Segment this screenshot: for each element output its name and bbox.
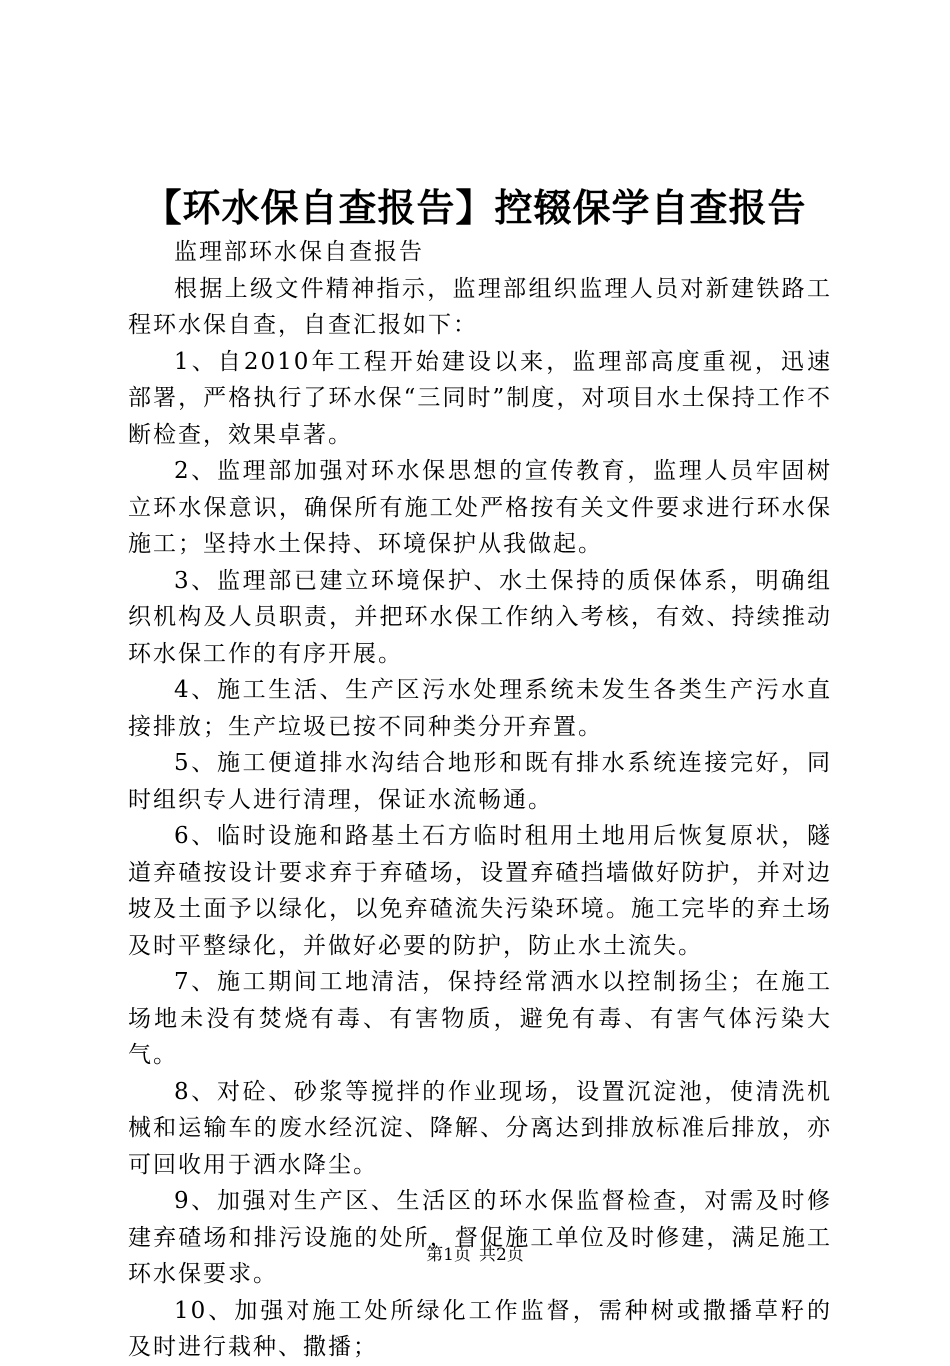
paragraph-item-7: 7、施工期间工地清洁，保持经常洒水以控制扬尘；在施工场地未没有焚烧有毒、有害物质，避免有毒、有害气体污染大气。: [128, 969, 832, 1068]
paragraph-subtitle: 监理部环水保自查报告: [174, 239, 424, 265]
paragraph-intro: 根据上级文件精神指示，监理部组织监理人员对新建铁路工程环水保自查，自查汇报如下：: [128, 275, 832, 338]
paragraph-item-4: 4、施工生活、生产区污水处理系统未发生各类生产污水直接排放；生产垃圾已按不同种类分开弃置。: [128, 677, 832, 740]
page-footer: [0, 1243, 950, 1267]
document-title: 【环水保自查报告】控辍保学自查报告: [143, 185, 807, 230]
paragraph-item-6: 6、临时设施和路基土石方临时租用土地用后恢复原状，隧道弃碴按设计要求弃于弃碴场，设置弃碴挡墙做好防护，并对边坡及土面予以绿化，以免弃碴流失污染环境。施工完毕的弃土场及时平整绿化，并做好必要的防护，防止水土流失。: [128, 823, 832, 959]
paragraph-item-9: 9、加强对生产区、生活区的环水保监督检查，对需及时修建弃碴场和排污设施的处所，督促施工单位及时修建，满足施工环水保要求。: [128, 1188, 832, 1287]
paragraph-item-3: 3、监理部已建立环境保护、水土保持的质保体系，明确组织机构及人员职责，并把环水保工作纳入考核，有效、持续推动环水保工作的有序开展。: [128, 567, 832, 667]
paragraph-item-1: 1、自2010年工程开始建设以来，监理部高度重视，迅速部署，严格执行了环水保“三同时”制度，对项目水土保持工作不断检查，效果卓著。: [128, 348, 832, 448]
paragraph-item-8: 8、对砼、砂浆等搅拌的作业现场，设置沉淀池，使清洗机械和运输车的废水经沉淀、降解、分离达到排放标准后排放，亦可回收用于洒水降尘。: [128, 1078, 832, 1178]
page-total: 共2页: [479, 1245, 524, 1265]
page-number: 第1页: [426, 1245, 471, 1265]
paragraph-item-10: 10、加强对施工处所绿化工作监督，需种树或撒播草籽的及时进行栽种、撒播；: [128, 1297, 832, 1360]
document-body: [128, 234, 832, 1366]
paragraph-item-2: 2、监理部加强对环水保思想的宣传教育，监理人员牢固树立环水保意识，确保所有施工处严格按有关文件要求进行环水保施工；坚持水土保持、环境保护从我做起。: [128, 458, 832, 557]
paragraph-item-5: 5、施工便道排水沟结合地形和既有排水系统连接完好，同时组织专人进行清理，保证水流畅通。: [128, 750, 832, 813]
